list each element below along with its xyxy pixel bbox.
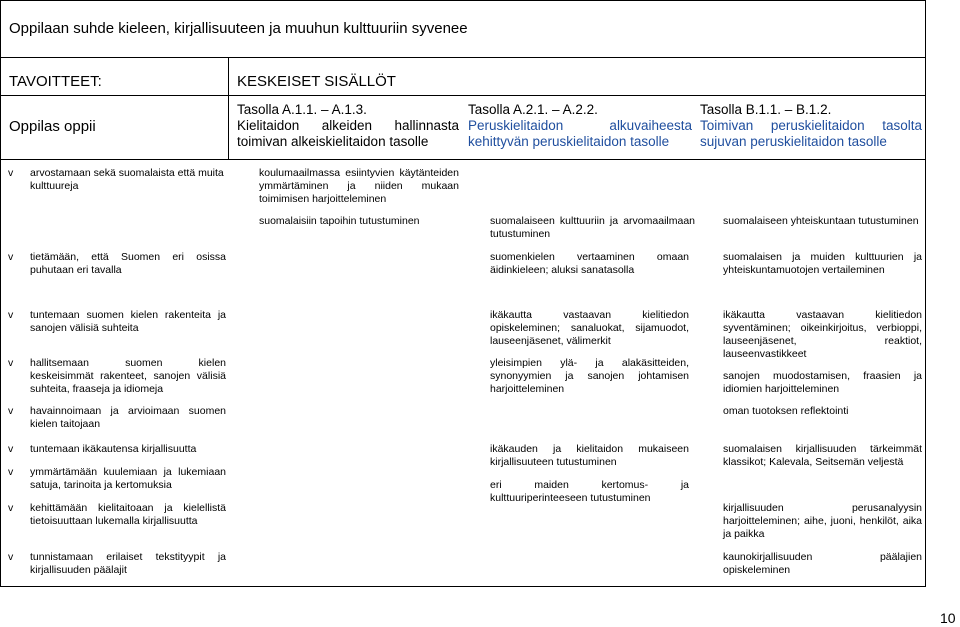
table-top-border [0, 0, 926, 1]
content-c: kirjallisuuden perusanalyysin harjoitteleminen; aihe, juoni, henkilöt, aika ja paikka [723, 502, 922, 540]
page-number: 10 [940, 610, 956, 626]
content-label: KESKEISET SISÄLLÖT [237, 73, 396, 90]
goal-text: arvostamaan sekä suomalaista että muita kulttuureja [30, 167, 224, 192]
content-c: kaunokirjallisuuden päälajien opiskeleminen [723, 551, 922, 576]
content-a: koulumaailmassa esiintyvien käytänteiden ymmärtäminen ja niiden mukaan toimimisen harjoitteleminen [259, 167, 459, 205]
page-title: Oppilaan suhde kieleen, kirjallisuuteen ja muuhun kulttuuriin syvenee [9, 20, 468, 37]
content-a: suomalaisiin tapoihin tutustuminen [259, 215, 420, 227]
content-b: ikäkautta vastaavan kielitiedon opiskeleminen; sanaluokat, sijamuodot, lauseenjäsenet, välimerkit [490, 309, 689, 347]
content-b: suomalaiseen kulttuuriin ja arvomaailmaan tutustuminen [490, 215, 695, 240]
goal-text: hallitsemaan suomen kielen keskeisimmät rakenteet, sanojen välisiä suhteita, fraaseja ja idiomeja [30, 357, 226, 395]
goal-text: ymmärtämään kuulemiaan ja lukemiaan satuja, tarinoita ja kertomuksia [30, 466, 226, 491]
table-bottom-border [0, 586, 926, 587]
goal-bullet: v [8, 466, 14, 478]
column-b-desc: Peruskielitaidon alkuvaiheesta kehittyvän peruskielitaidon tasolle [468, 118, 692, 149]
column-b-code: Tasolla A.2.1. – A.2.2. [468, 102, 598, 117]
content-b: suomenkielen vertaaminen omaan äidinkieleen; aluksi sanatasolla [490, 251, 689, 276]
content-c: sanojen muodostamisen, fraasien ja idiomien harjoitteleminen [723, 370, 922, 395]
goal-text: tunnistamaan erilaiset tekstityypit ja kirjallisuuden päälajit [30, 551, 226, 576]
goal-bullet: v [8, 167, 14, 179]
goal-bullet: v [8, 551, 14, 563]
goals-label: TAVOITTEET: [9, 73, 102, 90]
pupil-label: Oppilas oppii [9, 118, 96, 135]
goal-bullet: v [8, 443, 14, 455]
content-c: oman tuotoksen reflektointi [723, 405, 849, 417]
title-bottom-border [0, 57, 926, 58]
column-a-code: Tasolla A.1.1. – A.1.3. [237, 102, 367, 117]
goal-text: tuntemaan ikäkautensa kirjallisuutta [30, 443, 197, 455]
content-b: yleisimpien ylä- ja alakäsitteiden, synonyymien ja sanojen johtamisen harjoitteleminen [490, 357, 689, 395]
goals-column-divider [228, 57, 229, 160]
content-c: suomalaisen kirjallisuuden tärkeimmät klassikot; Kalevala, Seitsemän veljestä [723, 443, 922, 468]
goal-text: kehittämään kielitaitoaan ja kielellistä tietoisuuttaan lukemalla kirjallisuutta [30, 502, 226, 527]
table-right-border [925, 0, 926, 587]
goal-text: tuntemaan suomen kielen rakenteita ja sanojen välisiä suhteita [30, 309, 226, 334]
goal-bullet: v [8, 309, 14, 321]
content-b: eri maiden kertomus- ja kulttuuriperinteeseen tutustuminen [490, 479, 689, 504]
content-c: ikäkautta vastaavan kielitiedon syventäminen; oikeinkirjoitus, verbioppi, lauseenjäsenet, reaktiot, lauseenvastikkeet [723, 309, 922, 360]
goal-bullet: v [8, 357, 14, 369]
content-c: suomalaisen ja muiden kulttuurien ja yhteiskuntamuotojen vertaileminen [723, 251, 922, 276]
table-left-border [0, 0, 1, 587]
goal-text: havainnoimaan ja arvioimaan suomen kielen taitojaan [30, 405, 226, 430]
goal-bullet: v [8, 405, 14, 417]
goal-bullet: v [8, 251, 14, 263]
goal-text: tietämään, että Suomen eri osissa puhutaan eri tavalla [30, 251, 226, 276]
column-c-code: Tasolla B.1.1. – B.1.2. [700, 102, 832, 117]
content-c: suomalaiseen yhteiskuntaan tutustuminen [723, 215, 919, 227]
header-row-bottom-border [0, 95, 926, 96]
content-b: ikäkauden ja kielitaidon mukaiseen kirjallisuuteen tutustuminen [490, 443, 689, 468]
column-a-desc: Kielitaidon alkeiden hallinnasta toimivan alkeiskielitaidon tasolle [237, 118, 459, 149]
header-bottom-border [0, 159, 926, 160]
column-c-desc: Toimivan peruskielitaidon tasolta sujuvan peruskielitaidon tasolle [700, 118, 922, 149]
goal-bullet: v [8, 502, 14, 514]
